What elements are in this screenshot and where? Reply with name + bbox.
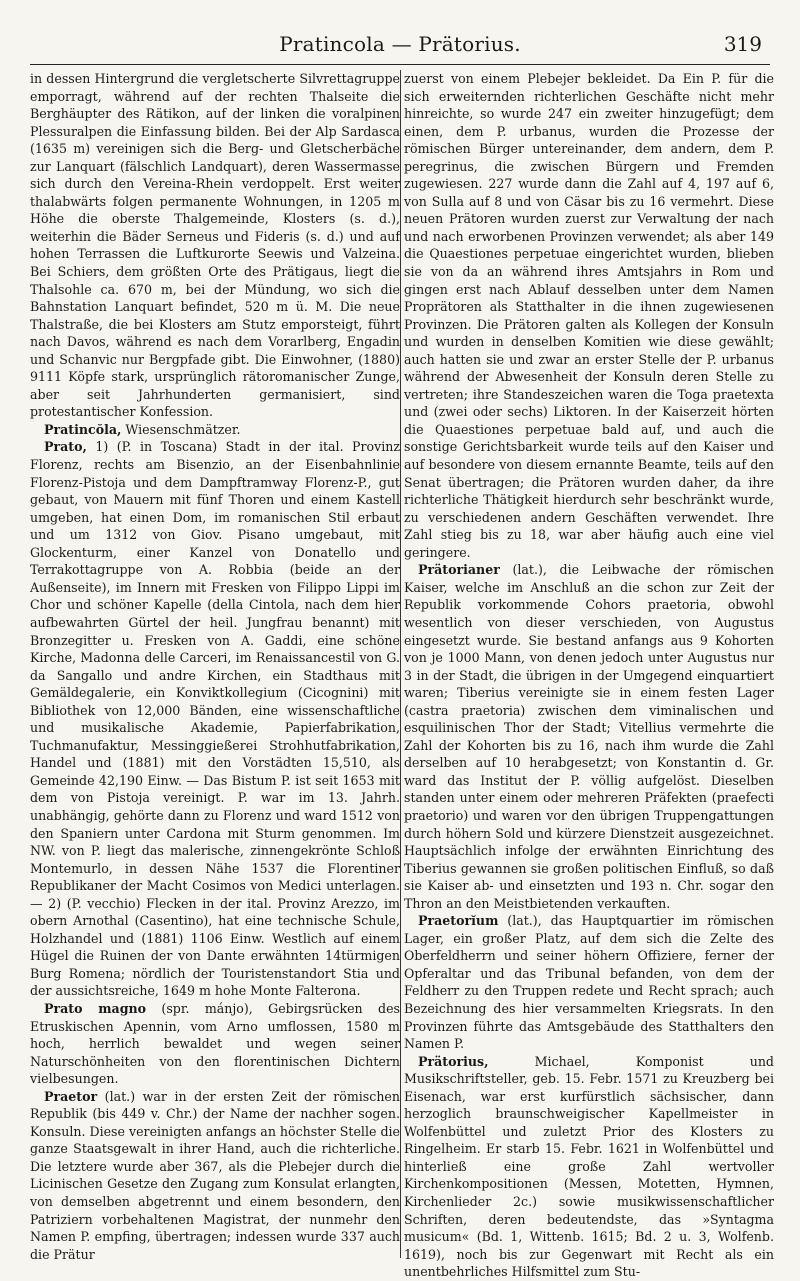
entry-text: Michael, Komponist und Musikschriftsteller, geb. 15. Febr. 1571 zu Kreuzberg bei Eisenach, war erst kurfürstlich sächsischer, dann herzoglich braunschweigischer Kapellmeister in Wolfenbüttel und zuletzt Prior des Klosters zu Ringelheim. Er starb 15. Febr. 1621 in Wolfenbüttel und hinterließ eine große Zahl wertvoller Kirchenkompositionen (Messen, Motetten, Hymnen, Kirchenlieder 2c.) sowie musikwissenschaftlicher Schriften, deren bedeutendste, das »Syntagma musicum« (Bd. 1, Wittenb. 1615; Bd. 2 u. 3, Wolfenb. 1619), noch bis zur Gegenwart mit Recht als ein unentbehrliches Hilfsmittel zum Stu- [404,1053,774,1280]
entry-prato-magno [30,1000,400,1088]
entry-pratincola [30,421,400,439]
entry-praetorianer [404,561,774,912]
headword: Prätorianer [418,562,500,578]
entry-text: (spr. mánjo), Gebirgsrücken des Etruskischen Apennin, vom Arno umflossen, 1580 m hoch, herrlich bewaldet und wegen seiner Naturschönheiten von den florentinischen Dichtern vielbesungen. [30,1000,400,1087]
headword: Prätorius, [418,1053,489,1069]
paragraph-text: zuerst von einem Plebejer bekleidet. Da Ein P. für die sich erweiternden richterlichen Geschäfte nicht mehr hinreichte, so wurde 247 ein zweiter hinzugefügt; dem einen, dem P. urbanus, wurden die Prozesse der römischen Bürger untereinander, dem andern, dem P. peregrinus, die zwischen Bürgern und Fremden zugewiesen. 227 wurde dann die Zahl auf 4, 197 auf 6, von Sulla auf 8 und von Cäsar bis zu 16 vermehrt. Diese neuen Prätoren wurden zuerst zur Verwaltung der nach und nach erworbenen Provinzen verwendet; als aber 149 die Quaestiones perpetuae eingerichtet wurden, blieben sie von da an während ihres Amtsjahrs in Rom und gingen erst nach Ablauf desselben unter dem Namen Proprätoren als Statthalter in die ihnen zugewiesenen Provinzen. Die Prätoren galten als Kollegen der Konsuln und wurden in denselben Komitien wie diese gewählt; auch hatten sie und zwar an erster Stelle der P. urbanus während der Abwesenheit der Konsuln deren Stelle zu vertreten; ihre Standeszeichen waren die Toga praetexta und (zwei oder sechs) Liktoren. In der Kaiserzeit hörten die Quaestiones perpetuae bald auf, und auch die sonstige Gerichtsbarkeit wurde teils auf den Kaiser und auf besondere von diesem ernannte Beamte, teils auf den Senat übertragen; die Prätoren wurden daher, da ihre richterliche Thätigkeit hierdurch sehr beschränkt wurde, zu verschiedenen andern Geschäften verwendet. Ihre Zahl stieg bis zu 18, war aber häufig auch eine viel geringere. [404,71,774,560]
entry-text: 1) (P. in Toscana) Stadt in der ital. Provinz Florenz, rechts am Bisenzio, an der Eisenbahnlinie Florenz-Pistoja und dem Dampftramway Florenz-P., gut gebaut, von Mauern mit fünf Thoren und einem Kastell umgeben, hat einen Dom, im romanischen Stil erbaut und um 1312 von Giov. Pisano umgebaut, mit Glockenturm, einer Kanzel von Donatello und Terrakottagruppe von A. Robbia (beide an der Außenseite), im Innern mit Fresken von Filippo Lippi im Chor und schöner Kapelle (della Cintola, nach dem hier aufbewahrten Gürtel der heil. Jungfrau benannt) mit Bronzegitter u. Fresken von A. Gaddi, eine schöne Kirche, Madonna delle Carceri, im Renaissancestil von G. da Sangallo und andre Kirchen, ein Stadthaus mit Gemäldegalerie, ein Konviktkollegium (Cicognini) mit Bibliothek von 12,000 Bänden, eine wissenschaftliche und musikalische Akademie, Papierfabrikation, Tuchmanufaktur, Messinggießerei Strohhutfabrikation, Handel und (1881) mit den Vorstädten 15,510, als Gemeinde 42,190 Einw. — Das Bistum P. ist seit 1653 mit dem von Pistoja vereinigt. P. war im 13. Jahrh. unabhängig, gehörte dann zu Florenz und ward 1512 von den Spaniern unter Cardona mit Sturm genommen. Im NW. von P. liegt das malerische, zinnengekrönte Schloß Montemurlo, in dessen Nähe 1537 die Florentiner Republikaner der Macht Cosimos von Medici unterlagen. — 2) (P. vecchio) Flecken in der ital. Provinz Arezzo, im obern Arnothal (Casentino), hat eine technische Schule, Holzhandel und (1881) 1106 Einw. Westlich auf einem Hügel die Ruinen der von Dante erwähnten 14türmigen Burg Romena; nördlich der Touristenstandort Stia und der aussichtsreiche, 1649 m hohe Monte Falterona. [30,439,400,999]
entry-text: (lat.), die Leibwache der römischen Kaiser, welche im Anschluß an die schon zur Zeit der Republik vorkommende Cohors praetoria, obwohl wesentlich von dieser verschieden, von Augustus eingesetzt wurde. Sie bestand anfangs aus 9 Kohorten von je 1000 Mann, von denen jedoch unter Augustus nur 3 in der Stadt, die übrigen in der Umgegend einquartiert waren; Tiberius vereinigte sie in einem festen Lager (castra praetoria) zwischen dem viminalischen und esquilinischen Thor der Stadt; Vitellius vermehrte die Zahl der Kohorten bis zu 16, nach ihm wurde die Zahl derselben auf 10 herabgesetzt; von Konstantin d. Gr. ward das Institut der P. völlig aufgelöst. Dieselben standen unter einem oder mehreren Präfekten (praefecti praetorio) und waren vor den übrigen Truppengattungen durch höhern Sold und kürzere Dienstzeit ausgezeichnet. Hauptsächlich infolge der erwähnten Einrichtung des Tiberius gewannen sie großen politischen Einfluß, so daß sie Kaiser ab- und einsetzten und 193 n. Chr. sogar den Thron an den Meistbietenden verkauften. [404,562,774,911]
headword: Praetorĭum [418,913,499,929]
entry-praetorius [404,1053,774,1281]
page-number: 319 [723,32,762,56]
paragraph-praetor-cont [404,70,774,561]
headword: Pratincŏla, [44,421,122,437]
header-rule [30,64,770,65]
entry-text: (lat.) war in der ersten Zeit der römischen Republik (bis 449 v. Chr.) der Name der nachher sogen. Konsuln. Diese vereinigten anfangs an höchster Stelle die ganze Staatsgewalt in ihrer Hand, auch die richterliche. Die letztere wurde aber 367, als die Plebejer durch die Licinischen Gesetze den Zugang zum Konsulat erlangten, von demselben abgetrennt und einem besondern, den Patriziern vorbehaltenen Magistrat, der nunmehr den Namen P. empfing, übertragen; indessen wurde 337 auch die Prätur [30,1088,400,1262]
entry-text: Wiesenschmätzer. [121,421,241,437]
headword: Prato, [44,439,87,455]
entry-praetor [30,1088,400,1263]
paragraph-praettigau-cont [30,70,400,421]
entry-text: (lat.), das Hauptquartier im römischen Lager, ein großer Platz, auf dem sich die Zelte des Oberfeldherrn und seiner höhern Offiziere, ferner der Opferaltar und das Tribunal befanden, von dem der Feldherr zu den Truppen redete und Recht sprach; auch Bezeichnung des hier versammelten Kriegsrats. In den Provinzen führte das Amtsgebäude des Statthalters den Namen P. [404,913,774,1052]
entry-praetorium [404,912,774,1052]
entry-prato [30,438,400,1000]
column-divider [400,70,401,1258]
page-header [30,32,770,62]
left-column [30,70,400,1262]
headword: Praetor [44,1088,98,1104]
headword: Prato magno [44,1000,147,1016]
running-title: Pratincola — Prätorius. [279,32,521,56]
right-column [404,70,774,1280]
paragraph-text: in dessen Hintergrund die vergletscherte Silvrettagruppe emporragt, während auf der rechten Thalseite die Berghäupter des Rätikon, auf der linken die voralpinen Plessuralpen die Einfassung bilden. Bei der Alp Sardasca (1635 m) vereinigen sich die Berg- und Gletscherbäche zur Lanquart (fälschlich Landquart), deren Wassermasse sich durch den Vereina-Rhein verdoppelt. Erst weiter thalabwärts folgen permanente Wohnungen, in 1205 m Höhe die oberste Thalgemeinde, Klosters (s. d.), weiterhin die Bäder Serneus und Fideris (s. d.) und auf hohen Terrassen die Luftkurorte Seewis und Valzeina. Bei Schiers, dem größten Orte des Prätigaus, liegt die Thalsohle ca. 670 m, bei der Mündung, wo sich die Bahnstation Lanquart befindet, 520 m ü. M. Die neue Thalstraße, die bei Klosters am Stutz emporsteigt, führt nach Davos, während es nach dem Vorarlberg, Engadin und Schanvic nur Bergpfade gibt. Die Einwohner, (1880) 9111 Köpfe stark, ursprünglich rätoromanischer Zunge, aber seit Jahrhunderten germanisiert, sind protestantischer Konfession. [30,71,400,420]
